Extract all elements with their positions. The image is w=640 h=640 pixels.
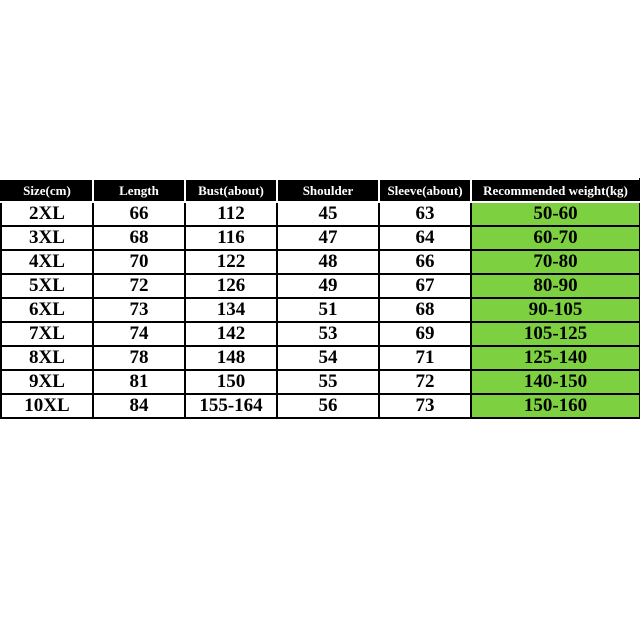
cell-length: 78 (93, 346, 185, 370)
cell-shoulder: 47 (277, 226, 379, 250)
cell-sleeve: 64 (379, 226, 471, 250)
cell-length: 72 (93, 274, 185, 298)
cell-shoulder: 53 (277, 322, 379, 346)
cell-size: 2XL (1, 202, 93, 226)
cell-sleeve: 66 (379, 250, 471, 274)
cell-bust: 134 (185, 298, 277, 322)
table-row (1, 298, 640, 322)
cell-size: 4XL (1, 250, 93, 274)
header-shoulder: Shoulder (277, 179, 379, 202)
cell-bust: 150 (185, 370, 277, 394)
cell-shoulder: 55 (277, 370, 379, 394)
cell-length: 74 (93, 322, 185, 346)
cell-weight: 125-140 (471, 346, 640, 370)
cell-length: 81 (93, 370, 185, 394)
cell-length: 70 (93, 250, 185, 274)
cell-bust: 116 (185, 226, 277, 250)
table-row (1, 322, 640, 346)
cell-length: 66 (93, 202, 185, 226)
table-row (1, 250, 640, 274)
cell-sleeve: 69 (379, 322, 471, 346)
cell-sleeve: 68 (379, 298, 471, 322)
cell-shoulder: 51 (277, 298, 379, 322)
table-row (1, 226, 640, 250)
cell-shoulder: 45 (277, 202, 379, 226)
header-sleeve: Sleeve(about) (379, 179, 471, 202)
header-length: Length (93, 179, 185, 202)
cell-weight: 80-90 (471, 274, 640, 298)
cell-sleeve: 63 (379, 202, 471, 226)
cell-shoulder: 56 (277, 394, 379, 418)
cell-size: 7XL (1, 322, 93, 346)
table-row (1, 394, 640, 418)
cell-size: 8XL (1, 346, 93, 370)
cell-size: 10XL (1, 394, 93, 418)
cell-bust: 122 (185, 250, 277, 274)
cell-length: 68 (93, 226, 185, 250)
cell-size: 6XL (1, 298, 93, 322)
cell-size: 3XL (1, 226, 93, 250)
table-row (1, 202, 640, 226)
size-chart-table (0, 178, 640, 419)
cell-bust: 155-164 (185, 394, 277, 418)
table-row (1, 346, 640, 370)
cell-size: 9XL (1, 370, 93, 394)
header-recommended-weight: Recommended weight(kg) (471, 179, 640, 202)
cell-weight: 50-60 (471, 202, 640, 226)
cell-sleeve: 73 (379, 394, 471, 418)
cell-shoulder: 49 (277, 274, 379, 298)
cell-weight: 70-80 (471, 250, 640, 274)
cell-bust: 112 (185, 202, 277, 226)
cell-weight: 140-150 (471, 370, 640, 394)
table-row (1, 370, 640, 394)
cell-size: 5XL (1, 274, 93, 298)
cell-bust: 148 (185, 346, 277, 370)
cell-shoulder: 48 (277, 250, 379, 274)
cell-shoulder: 54 (277, 346, 379, 370)
cell-sleeve: 67 (379, 274, 471, 298)
header-bust: Bust(about) (185, 179, 277, 202)
cell-sleeve: 71 (379, 346, 471, 370)
cell-length: 84 (93, 394, 185, 418)
cell-bust: 126 (185, 274, 277, 298)
cell-weight: 150-160 (471, 394, 640, 418)
cell-weight: 105-125 (471, 322, 640, 346)
table-header-row (1, 179, 640, 202)
cell-weight: 60-70 (471, 226, 640, 250)
cell-bust: 142 (185, 322, 277, 346)
cell-weight: 90-105 (471, 298, 640, 322)
cell-length: 73 (93, 298, 185, 322)
table-row (1, 274, 640, 298)
cell-sleeve: 72 (379, 370, 471, 394)
header-size: Size(cm) (1, 179, 93, 202)
